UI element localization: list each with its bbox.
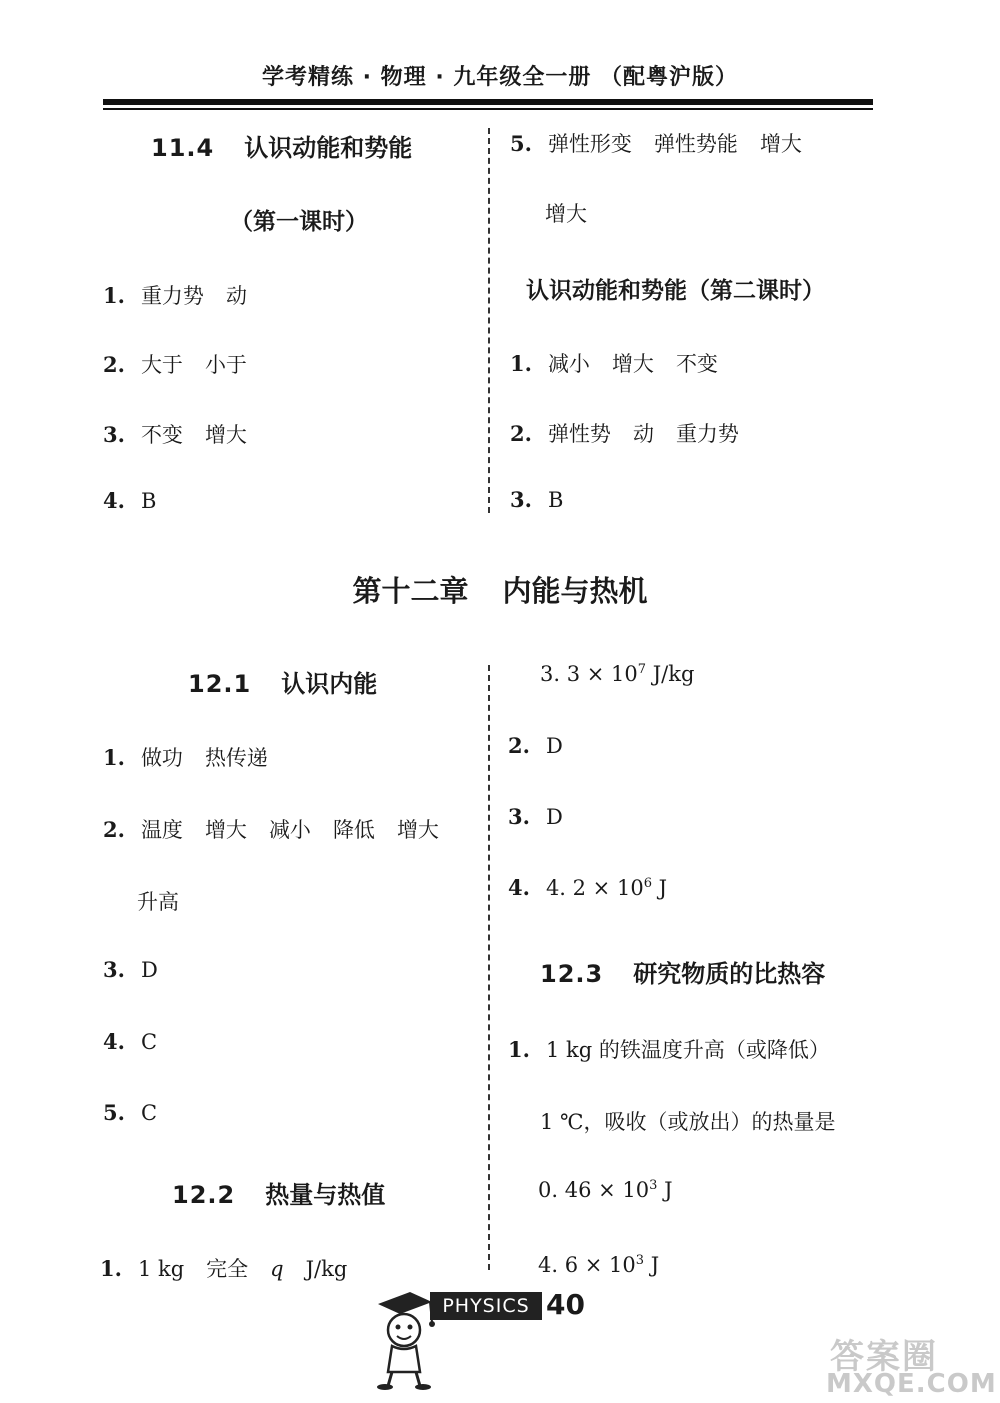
answer-number: 2. [103,817,125,842]
section-12-2-heading [172,1175,385,1210]
answer-number: 3. [510,487,532,512]
answer-number: 4. [103,1029,125,1054]
answer-word: 重力势 [140,284,204,308]
answer-word: 小于 [204,353,247,377]
answer-item [103,1100,157,1125]
answer-word: 1 kg [137,1257,185,1281]
value-exponent: 7 [637,662,647,677]
answer-item [510,487,563,512]
answer-continuation [538,1253,659,1277]
answer-continuation [538,1178,673,1202]
answer-word: 增大 [204,423,247,447]
answer-number: 3. [103,957,125,982]
value-exponent: 6 [643,876,652,891]
answer-word: 温度 [140,818,183,842]
column-divider-bottom [488,665,490,1270]
answer-item [103,488,156,513]
answer-number: 5. [103,1100,125,1125]
answer-word: 弹性势 [547,422,611,446]
value-exponent: 3 [635,1253,645,1268]
value-mantissa: 0. 46 × 10 [538,1178,650,1202]
answer-item [103,280,247,310]
value-unit: J [664,1178,673,1202]
answer-continuation [540,662,694,686]
answer-word: B [140,489,157,513]
answer-number: 3. [508,804,530,829]
answer-word: 增大 [204,818,247,842]
chapter-12-heading [0,569,1000,610]
answer-word: J/kg [305,1257,348,1281]
answer-number: 1. [103,745,125,770]
section-11-4-part2-heading: 认识动能和势能（第二课时） [526,278,825,304]
answer-item [103,1029,157,1054]
value-unit: J [650,1253,660,1277]
answer-number: 5. [510,131,532,156]
answer-word: C [140,1030,158,1054]
section-title: 认识动能和势能 [244,134,413,162]
answer-item [100,1253,347,1283]
answer-word: 大于 [140,353,183,377]
answer-word: C [140,1101,158,1125]
header-rule-thick [103,99,873,105]
section-number: 12.1 [188,670,252,698]
answer-item [508,875,667,900]
answer-item [510,348,718,378]
answer-word: B [547,488,564,512]
answer-item [103,419,247,449]
page-number: 40 [546,1288,585,1321]
answer-word: 动 [225,284,247,308]
section-number: 12.3 [540,960,604,988]
answer-item [508,733,563,758]
section-title: 认识内能 [281,670,378,698]
answer-word: q [270,1257,284,1281]
answer-number: 1. [100,1256,122,1281]
answer-number: 3. [103,422,125,447]
answer-number: 2. [103,352,125,377]
answer-item [103,814,439,844]
section-11-4-subtitle: （第一课时） [230,209,368,235]
answer-word: 增大 [759,132,802,156]
chapter-number: 第十二章 [352,574,469,608]
value-mantissa: 3. 3 × 10 [540,662,638,686]
answer-number: 1. [510,351,532,376]
value-mantissa: 4. 6 × 10 [538,1253,636,1277]
page-footer [370,1282,610,1392]
answer-word: 降低 [332,818,375,842]
section-number: 11.4 [151,134,215,162]
answer-word: 重力势 [675,422,739,446]
section-title: 热量与热值 [265,1181,386,1209]
answer-word: 增大 [611,352,654,376]
answer-word: 减小 [547,352,590,376]
answer-number: 2. [508,733,530,758]
answer-item [103,957,158,982]
answer-text: 1 kg 的铁温度升高（或降低） [545,1038,830,1062]
answer-item [510,128,802,158]
page-header-title: 学考精练 · 物理 · 九年级全一册 （配粤沪版） [261,65,738,90]
watermark-logo [822,1335,997,1399]
answer-word: 增大 [396,818,439,842]
answer-continuation: 增大 [545,202,587,226]
answer-item [508,1034,830,1064]
physics-label: PHYSICS [430,1292,542,1320]
answer-number: 2. [510,421,532,446]
answer-continuation: 升高 [137,890,179,914]
answer-item [510,418,739,448]
value-unit: J [658,876,668,900]
answer-number: 4. [508,875,530,900]
chapter-title: 内能与热机 [502,574,648,608]
answer-continuation: 1 ℃，吸收（或放出）的热量是 [540,1110,836,1134]
column-divider-top [488,128,490,513]
section-12-3-heading [540,954,825,989]
answer-number: 4. [103,488,125,513]
answer-word: 减小 [268,818,311,842]
section-12-1-heading [188,664,377,699]
answer-word: 做功 [140,746,183,770]
value-unit: J/kg [652,662,695,686]
answer-item [103,742,268,772]
answer-item [508,804,563,829]
answer-word: 完全 [206,1257,249,1281]
section-11-4-heading [151,128,412,163]
answer-word: D [545,734,563,758]
answer-number: 1. [103,283,125,308]
watermark-url: MXQE.COM [826,1369,997,1399]
answer-word: 热传递 [204,746,268,770]
value-mantissa: 4. 2 × 10 [545,876,644,900]
header-rule-thin [103,108,873,110]
answer-word: 不变 [675,352,718,376]
section-number: 12.2 [172,1181,236,1209]
answer-word: D [545,805,563,829]
answer-word: 不变 [140,423,183,447]
watermark-text: 答案圈 [830,1337,938,1377]
answer-word: D [140,958,158,982]
answer-number: 1. [508,1037,530,1062]
answer-word: 动 [632,422,654,446]
answer-item [103,349,247,379]
answer-word: 弹性势能 [653,132,738,156]
section-title: 研究物质的比热容 [633,960,826,988]
answer-word: 弹性形变 [547,132,632,156]
value-exponent: 3 [649,1178,658,1193]
